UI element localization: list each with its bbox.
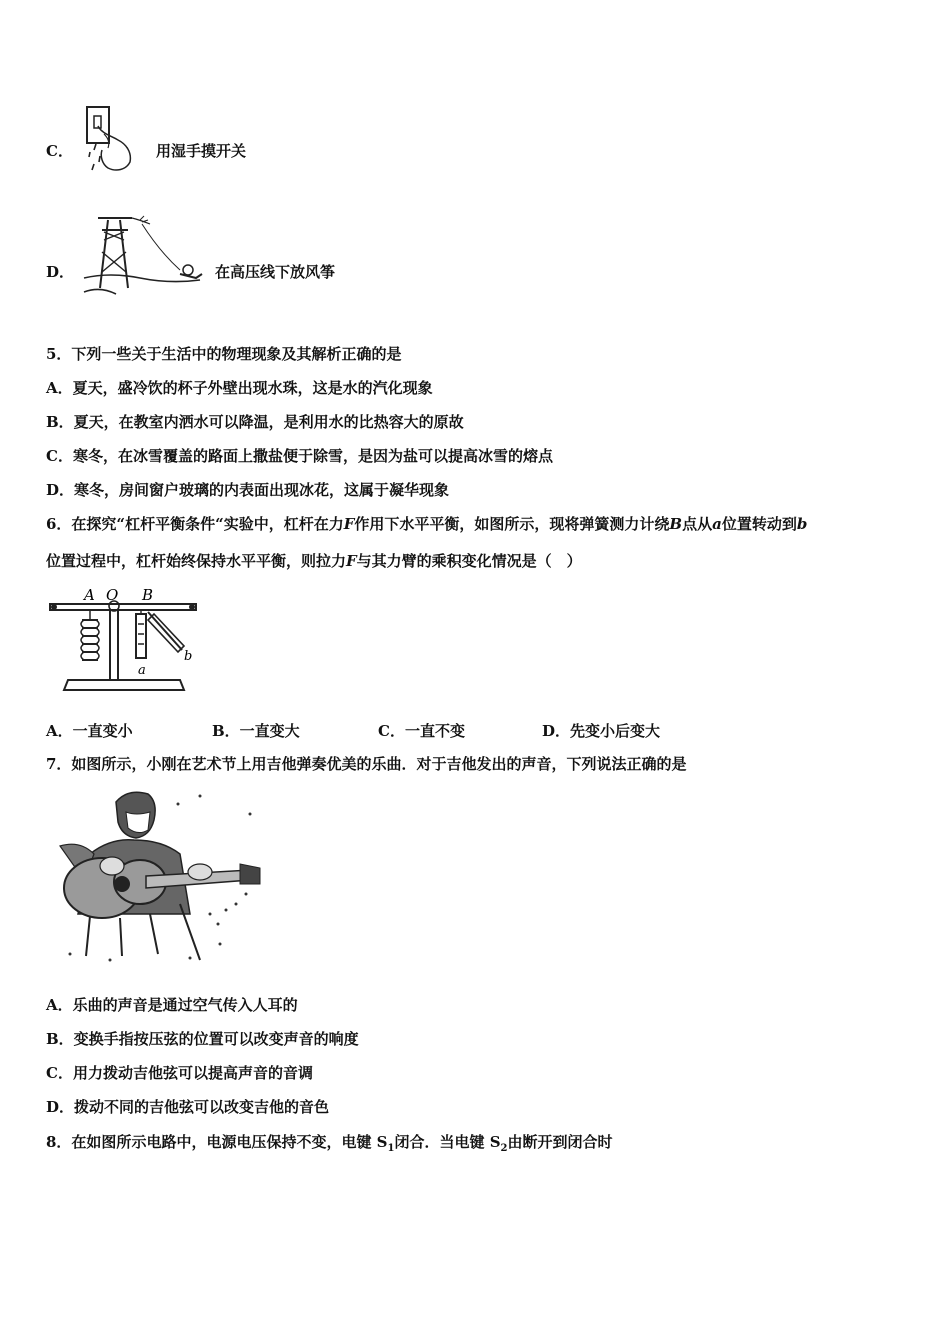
q6-var-b2: b: [796, 515, 808, 533]
guitar-player-figure: [50, 784, 264, 966]
lever-label-b-point: B: [142, 586, 154, 604]
q6-stem-line2-part2: 与其力臂的乘积变化情况是（ ）: [356, 552, 582, 570]
q7-option-b: B．变换手指按压弦的位置可以改变声音的响度: [46, 1030, 359, 1048]
q8-sub-2: 2: [500, 1143, 508, 1154]
q4-option-c-text: 用湿手摸开关: [156, 142, 247, 160]
q5-option-a: A．夏天，盛冷饮的杯子外壁出现水珠，这是水的汽化现象: [46, 379, 433, 397]
q5-stem: 5．下列一些关于生活中的物理现象及其解析正确的是: [46, 345, 402, 363]
q5-option-c: C．寒冬，在冰雪覆盖的路面上撒盐便于除雪，是因为盐可以提高冰雪的熔点: [46, 447, 553, 465]
q6-var-b: B: [669, 515, 683, 533]
q8-stem-part1: 8．在如图所示电路中，电源电压保持不变，电键 S: [46, 1133, 388, 1151]
q8-sub-1: 1: [387, 1143, 395, 1154]
q6-stem-part3: 点从: [682, 515, 713, 533]
q6-stem-line2-part1: 位置过程中，杠杆始终保持水平平衡，则拉力: [46, 552, 347, 570]
q6-choice-d: D．先变小后变大: [542, 722, 661, 740]
kite-power-line-figure: [80, 212, 210, 302]
wet-hand-switch-figure: [82, 104, 144, 178]
q4-option-d-text: 在高压线下放风筝: [215, 263, 336, 281]
q6-var-a: a: [712, 515, 722, 533]
q8-stem-part3: 由断开到闭合时: [507, 1133, 613, 1151]
q6-choice-c: C．一直不变: [378, 722, 465, 740]
lever-label-a-point: A: [84, 586, 95, 604]
q6-stem-line1: [46, 514, 807, 534]
q7-option-d: D．拨动不同的吉他弦可以改变吉他的音色: [46, 1098, 330, 1116]
q6-stem-part1: 6．在探究“杠杆平衡条件“实验中，杠杆在力: [46, 515, 344, 533]
q6-choice-a: A．一直变小: [46, 722, 133, 740]
q7-option-a: A．乐曲的声音是通过空气传入人耳的: [46, 996, 298, 1014]
lever-balance-figure: [44, 584, 204, 696]
lever-label-a-position: a: [138, 663, 146, 678]
q7-option-c: C．用力拨动吉他弦可以提高声音的音调: [46, 1064, 313, 1082]
q4-option-c-label: C．: [46, 142, 73, 160]
lever-label-o: O: [106, 586, 119, 604]
q5-option-d: D．寒冬，房间窗户玻璃的内表面出现冰花，这属于凝华现象: [46, 481, 450, 499]
q4-option-d-label: D．: [46, 263, 75, 281]
q5-option-b: B．夏天，在教室内洒水可以降温，是利用水的比热容大的原故: [46, 413, 464, 431]
q6-var-f: F: [343, 515, 355, 533]
q6-stem-line2: [46, 551, 582, 571]
q6-var-f2: F: [346, 552, 357, 570]
q8-stem-part2: 闭合．当电键 S: [394, 1133, 501, 1151]
lever-label-b-position: b: [184, 649, 193, 664]
q8-stem: [46, 1132, 613, 1159]
q6-stem-part4: 位置转动到: [721, 515, 797, 533]
q6-choice-b: B．一直变大: [212, 722, 300, 740]
q7-stem: 7．如图所示，小刚在艺术节上用吉他弹奏优美的乐曲．对于吉他发出的声音，下列说法正确的是: [46, 755, 687, 773]
q6-stem-part2: 作用下水平平衡，如图所示，现将弹簧测力计绕: [354, 515, 670, 533]
